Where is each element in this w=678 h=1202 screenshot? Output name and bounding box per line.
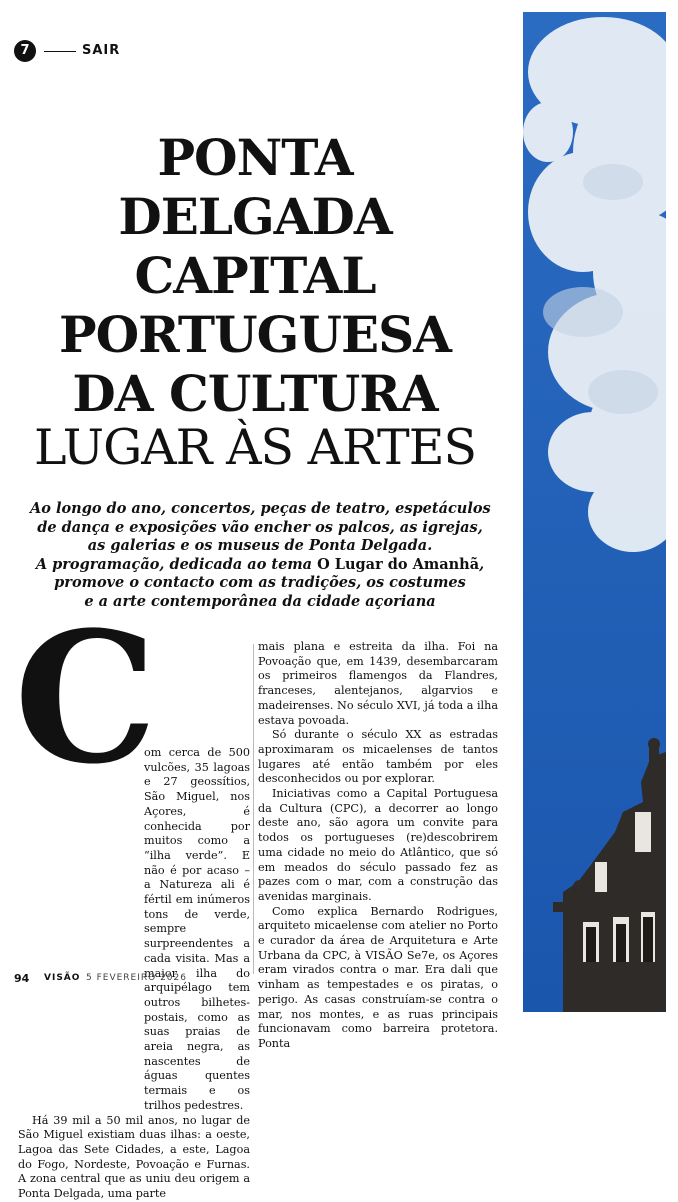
subheadline: LUGAR ÀS ARTES xyxy=(33,419,477,476)
lead-line: as galerias e os museus de Ponta Delgada. xyxy=(87,537,433,554)
section-number-badge: 7 xyxy=(14,40,36,62)
headline-line: DELGADA xyxy=(118,187,392,246)
lead-theme-title: O Lugar do Amanhã xyxy=(317,555,480,573)
lead-line: e a arte contemporânea da cidade açoriana xyxy=(84,592,436,610)
lead-line xyxy=(30,556,490,575)
lead-text: A programação, dedicada ao tema xyxy=(35,555,318,573)
body-paragraph: Só durante o século XX as estradas aproximaram os micaelenses de tantos lugares até então também por eles desconhecidos ou por explorar. xyxy=(258,728,498,786)
headline-line: PONTA xyxy=(157,128,353,187)
body-column-right xyxy=(258,640,498,1052)
issue-date: 5 FEVEREIRO 2026 xyxy=(86,973,187,983)
sky-building-photo xyxy=(523,12,666,1012)
section-rule xyxy=(44,51,76,52)
lead-text: , xyxy=(479,555,485,573)
headline xyxy=(0,128,510,423)
body-paragraph: Iniciativas como a Capital Portuguesa da Cultura (CPC), a decorrer ao longo deste ano, são agora um convite para todos os portugueses (re)descobrirem uma cidade no meio do Atlântico, que só em meados do século passado fez as pazes com o mar, com a construção das avenidas marginais. xyxy=(258,787,498,903)
body-paragraph: om cerca de 500 vulcões, 35 lagoas e 27 geossítios, São Miguel, nos Açores, é conhecida por muitos como a “ilha verde”. E não é por acaso – a Natureza ali é fértil em inúmeros tons de verde, sempre surpreendentes a cada visita. Mas a maior ilha do arquipélago tem outros bilhetes-postais, como as suas praias de areia negra, as nascentes de águas quentes termais e os trilhos pedestres. xyxy=(144,746,250,1112)
headline-line: PORTUGUESA xyxy=(59,305,451,364)
lead-line: Ao longo do ano, concertos, peças de teatro, espetáculos xyxy=(30,500,491,517)
section-label: SAIR xyxy=(82,43,121,58)
page-number: 94 xyxy=(14,972,30,985)
headline-line: CAPITAL xyxy=(134,246,376,305)
body-paragraph: mais plana e estreita da ilha. Foi na Povoação que, em 1439, desembarcaram os primeiros flamengos da Flandres, franceses, alentejanos, algarvios e madeirenses. No século XVI, já toda a ilha estava povoada. xyxy=(258,640,498,727)
lead-line: promove o contacto com as tradições, os costumes xyxy=(54,574,466,591)
column-divider xyxy=(253,644,254,974)
drop-cap: C xyxy=(14,593,158,804)
headline-line: DA CULTURA xyxy=(72,364,438,423)
photo-illustration xyxy=(523,12,666,1012)
lead-line: de dança e exposições vão encher os palcos, as igrejas, xyxy=(37,518,483,536)
body-paragraph: Há 39 mil a 50 mil anos, no lugar de São Miguel existiam duas ilhas: a oeste, Lagoa das Sete Cidades, a este, Lagoa do Fogo, Nordeste, Povoação e Furnas. A zona central que as uniu deu origem a Ponta Delgada, uma parte xyxy=(18,1113,250,1201)
magazine-name: VISÃO xyxy=(44,973,81,983)
body-paragraph: Como explica Bernardo Rodrigues, arquiteto micaelense com atelier no Porto e curador da área de Arquitetura e Arte Urbana da CPC, à VISÃO Se7e, os Açores eram virados contra o mar. Era dali que vinham as tempestades e os piratas, o perigo. As casas construíam-se contra o mar, nos montes, e as ruas principais funcionavam como barreira protetora. Ponta xyxy=(258,904,498,1050)
